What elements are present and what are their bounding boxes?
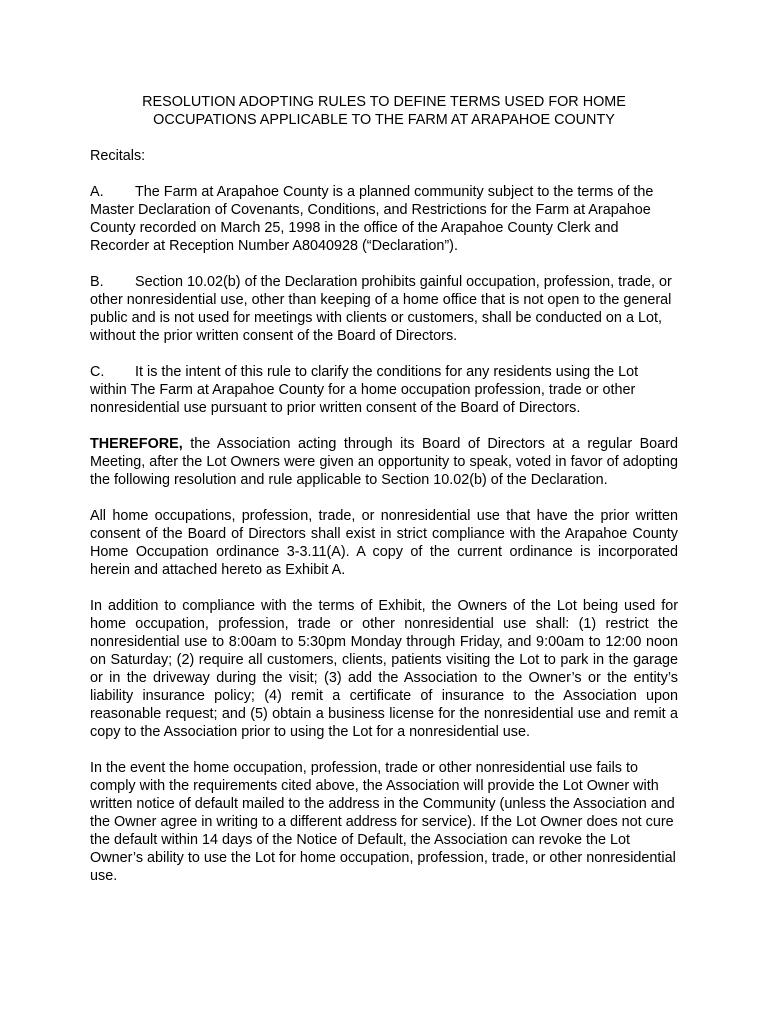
title-line-2: OCCUPATIONS APPLICABLE TO THE FARM AT ARAPAHOE COUNTY — [153, 112, 615, 128]
recitals-heading: Recitals: — [90, 148, 146, 164]
document-page — [90, 93, 678, 903]
recital-a-text: The Farm at Arapahoe County is a planned community subject to the terms of the Master Declaration of Covenants, Conditions, and Restrictions for the Farm at Arapahoe County recorded on March 25, 1998 in the office of the Arapahoe County Clerk and Recorder at Reception Number A8040928 (“Declaration”). — [90, 184, 654, 254]
therefore-text: the Association acting through its Board of Directors at a regular Board Meeting, after the Lot Owners were given an opportunity to speak, voted in favor of adopting the following resolution and rule applicable to Section 10.02(b) of the Declaration. — [90, 436, 678, 488]
therefore-paragraph — [90, 435, 678, 489]
recital-b-letter: B. — [90, 274, 104, 290]
recital-b-text: Section 10.02(b) of the Declaration prohibits gainful occupation, profession, trade, or other nonresidential use, other than keeping of a home office that is not open to the general public and is not used for meetings with clients or customers, shall be conducted on a Lot, without the prior written consent of the Board of Directors. — [90, 274, 672, 344]
recital-c-text: It is the intent of this rule to clarify the conditions for any residents using the Lot within The Farm at Arapahoe County for a home occupation profession, trade or other nonresidential use pursuant to prior written consent of the Board of Directors. — [90, 364, 639, 416]
default-paragraph: In the event the home occupation, profession, trade or other nonresidential use fails to comply with the requirements cited above, the Association will provide the Lot Owner with written notice of default mailed to the address in the Community (unless the Association and the Owner agree in writing to a different address for service). If the Lot Owner does not cure the default within 14 days of the Notice of Default, the Association can revoke the Lot Owner’s ability to use the Lot for home occupation, profession, trade, or other nonresidential use. — [90, 760, 676, 884]
recital-a — [90, 183, 678, 255]
recital-a-letter: A. — [90, 184, 104, 200]
document-title — [90, 93, 678, 129]
compliance-paragraph: All home occupations, profession, trade, or nonresidential use that have the prior written consent of the Board of Directors shall exist in strict compliance with the Arapahoe County Home Occupation ordinance 3-3.11(A). A copy of the current ordinance is incorporated herein and attached hereto as Exhibit A. — [90, 508, 678, 578]
requirements-paragraph: In addition to compliance with the terms of Exhibit, the Owners of the Lot being used for home occupation, profession, trade or other nonresidential use shall: (1) restrict the nonresidential use to 8:00am to 5:30pm Monday through Friday, and 9:00am to 12:00 noon on Saturday; (2) require all customers, clients, patients visiting the Lot to park in the garage or in the driveway during the visit; (3) add the Association to the Owner’s or the entity’s liability insurance policy; (4) remit a certificate of insurance to the Association upon reasonable request; and (5) obtain a business license for the nonresidential use and remit a copy to the Association prior to using the Lot for a nonresidential use. — [90, 598, 678, 740]
title-line-1: RESOLUTION ADOPTING RULES TO DEFINE TERMS USED FOR HOME — [142, 94, 626, 110]
therefore-label: THEREFORE, — [90, 436, 183, 452]
recital-b — [90, 273, 678, 345]
recital-c — [90, 363, 678, 417]
recital-c-letter: C. — [90, 364, 105, 380]
